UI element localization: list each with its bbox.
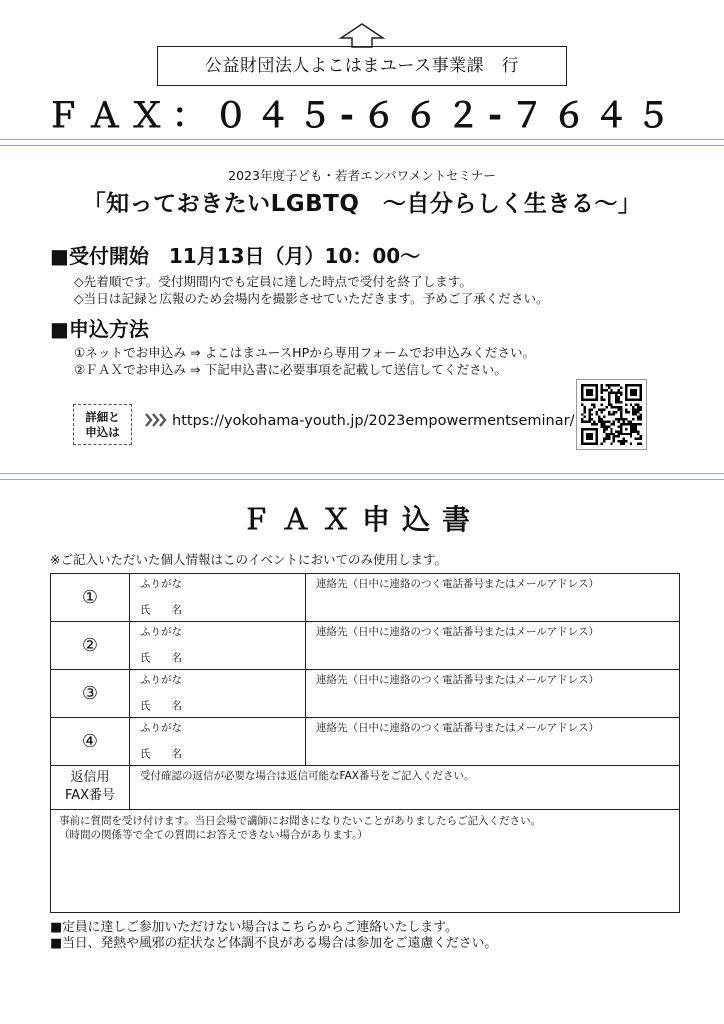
name-field[interactable] — [130, 718, 306, 765]
divider — [0, 145, 724, 146]
table-row — [51, 622, 679, 670]
footer-note: ■定員に達しご参加いただけない場合はこちらからご連絡いたします。 — [50, 920, 458, 935]
reply-fax-label-line: 返信用 — [70, 770, 110, 785]
reply-fax-label-line: FAX番号 — [64, 788, 116, 803]
table-row — [51, 718, 679, 766]
contact-field[interactable] — [306, 574, 679, 621]
question-field[interactable] — [51, 810, 679, 913]
furigana-label: ふりがな — [140, 722, 182, 734]
row-number: ① — [51, 574, 130, 621]
row-number: ③ — [51, 670, 130, 717]
name-field[interactable] — [130, 622, 306, 669]
row-number: ② — [51, 622, 130, 669]
form-title: ＦＡＸ申込書 — [241, 503, 482, 536]
contact-field[interactable] — [306, 718, 679, 765]
qr-code-icon — [576, 379, 647, 450]
furigana-label: ふりがな — [140, 578, 182, 590]
seminar-subtitle: 2023年度子ども・若者エンパワメントセミナー — [228, 168, 496, 183]
application-form-table — [50, 573, 680, 913]
furigana-label: ふりがな — [140, 674, 182, 686]
fax-number: ＦＡＸ：０４５-６６２-７６４５ — [45, 96, 679, 136]
name-label: 氏 名 — [140, 700, 182, 712]
recipient-box: 公益財団法人よこはまユース事業課 行 — [157, 46, 567, 86]
footer-note: ■当日、発熱や風邪の症状など体調不良がある場合は参加をご遠慮ください。 — [50, 936, 498, 951]
divider — [0, 139, 724, 140]
reception-note: ◇先着順です。受付期間内でも定員に達した時点で受付を終了します。 — [74, 274, 473, 289]
application-method: ②ＦＡＸでお申込み ⇒ 下記申込書に必要事項を記載して送信してください。 — [74, 362, 507, 377]
name-field[interactable] — [130, 574, 306, 621]
contact-label: 連絡先（日中に連絡のつく電話番号またはメールアドレス） — [316, 578, 599, 590]
up-arrow-icon — [337, 22, 387, 48]
detail-label-box — [73, 404, 132, 445]
triple-chevron-icon — [145, 412, 167, 428]
name-label: 氏 名 — [140, 652, 182, 664]
application-method: ①ネットでお申込み ⇒ よこはまユースHPから専用フォームでお申込みください。 — [74, 345, 536, 360]
detail-label-line: 申込は — [85, 425, 120, 439]
reception-note: ◇当日は記録と広報のため会場内を撮影させていただきます。予めご了承ください。 — [74, 291, 549, 306]
contact-label: 連絡先（日中に連絡のつく電話番号またはメールアドレス） — [316, 626, 599, 638]
row-number: ④ — [51, 718, 130, 765]
question-note: 事前に質問を受け付けます。当日会場で講師にお聞きになりたいことがありましたらご記入ください。 — [59, 815, 542, 827]
reply-fax-note: 受付確認の返信が必要な場合は返信可能なFAX番号をご記入ください。 — [140, 770, 475, 782]
name-label: 氏 名 — [140, 748, 182, 760]
seminar-url-link[interactable]: https://yokohama-youth.jp/2023empowermentseminar/ — [172, 413, 575, 429]
reception-heading: ■受付開始 11月13日（月）10：00～ — [50, 244, 421, 268]
table-row — [51, 670, 679, 718]
detail-label-line: 詳細と — [85, 410, 120, 424]
privacy-note: ※ご記入いただいた個人情報はこのイベントにおいてのみ使用します。 — [50, 552, 447, 567]
reply-fax-row — [51, 766, 679, 810]
contact-field[interactable] — [306, 622, 679, 669]
name-label: 氏 名 — [140, 604, 182, 616]
application-heading: ■申込方法 — [50, 317, 149, 341]
seminar-title: 「知っておきたいLGBTQ ～自分らしく生きる～」 — [82, 191, 642, 217]
contact-field[interactable] — [306, 670, 679, 717]
name-field[interactable] — [130, 670, 306, 717]
contact-label: 連絡先（日中に連絡のつく電話番号またはメールアドレス） — [316, 722, 599, 734]
question-note: （時間の関係等で全ての質問にお答えできない場合があります。） — [59, 829, 368, 841]
reply-fax-label — [51, 766, 130, 809]
divider — [0, 473, 724, 474]
contact-label: 連絡先（日中に連絡のつく電話番号またはメールアドレス） — [316, 674, 599, 686]
table-row — [51, 574, 679, 622]
furigana-label: ふりがな — [140, 626, 182, 638]
divider — [0, 479, 724, 480]
reply-fax-field[interactable] — [130, 766, 679, 809]
